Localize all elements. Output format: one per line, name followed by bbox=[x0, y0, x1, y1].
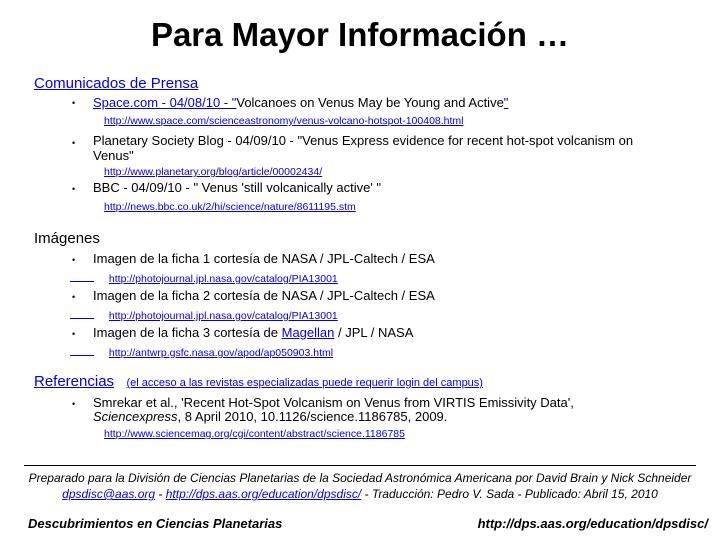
press-item-3-url[interactable]: http://news.bbc.co.uk/2/hi/science/nature/8611195.stm bbox=[104, 201, 356, 213]
references-note[interactable]: (el acceso a las revistas especializadas puede requerir login del campus) bbox=[126, 377, 483, 389]
image-item-2: Imagen de la ficha 2 cortesía de NASA / JPL-Caltech / ESA bbox=[93, 288, 435, 303]
image-item-3-text-after: / JPL / NASA bbox=[334, 325, 414, 340]
image-item-3 bbox=[93, 325, 413, 340]
references-row bbox=[34, 373, 483, 391]
link-underline bbox=[70, 307, 94, 319]
link-underline bbox=[70, 270, 94, 282]
separator: - bbox=[155, 487, 166, 501]
press-heading[interactable]: Comunicados de Prensa bbox=[34, 75, 199, 92]
footer-url[interactable]: http://dps.aas.org/education/dpsdisc/ bbox=[477, 516, 708, 531]
reference-1-line2 bbox=[93, 409, 447, 424]
image-item-1: Imagen de la ficha 1 cortesía de NASA / JPL-Caltech / ESA bbox=[93, 251, 435, 266]
reference-1-details: , 8 April 2010, 10.1126/science.1186785, 2009. bbox=[177, 409, 448, 424]
press-item-1-close[interactable]: " bbox=[503, 95, 509, 110]
press-item-1 bbox=[93, 95, 508, 110]
bullet: • bbox=[72, 138, 76, 148]
image-item-2-url[interactable]: http://photojournal.jpl.nasa.gov/catalog/PIA13001 bbox=[108, 310, 338, 322]
email-link[interactable]: dpsdisc@aas.org bbox=[62, 487, 156, 501]
translation-credit: Traducción: Pedro V. Sada bbox=[371, 487, 515, 501]
press-item-1-link[interactable]: Space.com - 04/08/10 - " bbox=[93, 95, 237, 110]
page-title: Para Mayor Información … bbox=[150, 16, 570, 53]
site-link[interactable]: http://dps.aas.org/education/dpsdisc/ bbox=[165, 487, 362, 501]
reference-1-url[interactable]: http://www.sciencemag.org/cgi/content/abstract/science.1186785 bbox=[104, 428, 405, 440]
image-item-1-url[interactable]: http://photojournal.jpl.nasa.gov/catalog/PIA13001 bbox=[108, 273, 338, 285]
press-item-2-line2: Venus" bbox=[93, 148, 134, 163]
publish-date: Publicado: Abril 15, 2010 bbox=[524, 487, 658, 501]
credit-line-2 bbox=[0, 487, 720, 501]
divider bbox=[24, 465, 696, 466]
press-item-1-text: Volcanoes on Venus May be Young and Active bbox=[236, 95, 504, 110]
footer-series-title: Descubrimientos en Ciencias Planetarias bbox=[28, 516, 283, 531]
bullet: • bbox=[72, 329, 76, 339]
separator: - bbox=[514, 487, 525, 501]
link-underline bbox=[70, 344, 94, 356]
bullet: • bbox=[72, 292, 76, 302]
image-item-3-url[interactable]: http://antwrp.gsfc.nasa.gov/apod/ap050903.html bbox=[108, 347, 334, 359]
image-item-2-url-row bbox=[70, 307, 338, 322]
bullet: • bbox=[72, 98, 76, 108]
image-item-3-url-row bbox=[70, 344, 333, 359]
credit-line-1: Preparado para la División de Ciencias Planetarias de la Sociedad Astronómica Americana por David Brain y Nick Schneider bbox=[28, 471, 692, 485]
separator: - bbox=[361, 487, 372, 501]
bullet: • bbox=[72, 255, 76, 265]
bullet: • bbox=[72, 184, 76, 194]
references-heading[interactable]: Referencias bbox=[34, 373, 115, 390]
press-item-3: BBC - 04/09/10 - " Venus 'still volcanically active' " bbox=[93, 180, 382, 195]
image-item-3-text-before: Imagen de la ficha 3 cortesía de bbox=[93, 325, 282, 340]
press-item-1-url[interactable]: http://www.space.com/scienceastronomy/venus-volcano-hotspot-100408.html bbox=[104, 115, 464, 127]
press-item-2-url[interactable]: http://www.planetary.org/blog/article/00002434/ bbox=[104, 166, 323, 178]
magellan-link[interactable]: Magellan bbox=[281, 325, 335, 340]
bullet: • bbox=[72, 399, 76, 409]
images-heading: Imágenes bbox=[34, 230, 100, 247]
image-item-1-url-row bbox=[70, 270, 338, 285]
reference-1-journal: Sciencexpress bbox=[93, 409, 178, 424]
reference-1-line1: Smrekar et al., 'Recent Hot-Spot Volcanism on Venus from VIRTIS Emissivity Data', bbox=[93, 395, 574, 410]
press-item-2-line1: Planetary Society Blog - 04/09/10 - "Venus Express evidence for recent hot-spot volcanism on bbox=[93, 133, 634, 148]
